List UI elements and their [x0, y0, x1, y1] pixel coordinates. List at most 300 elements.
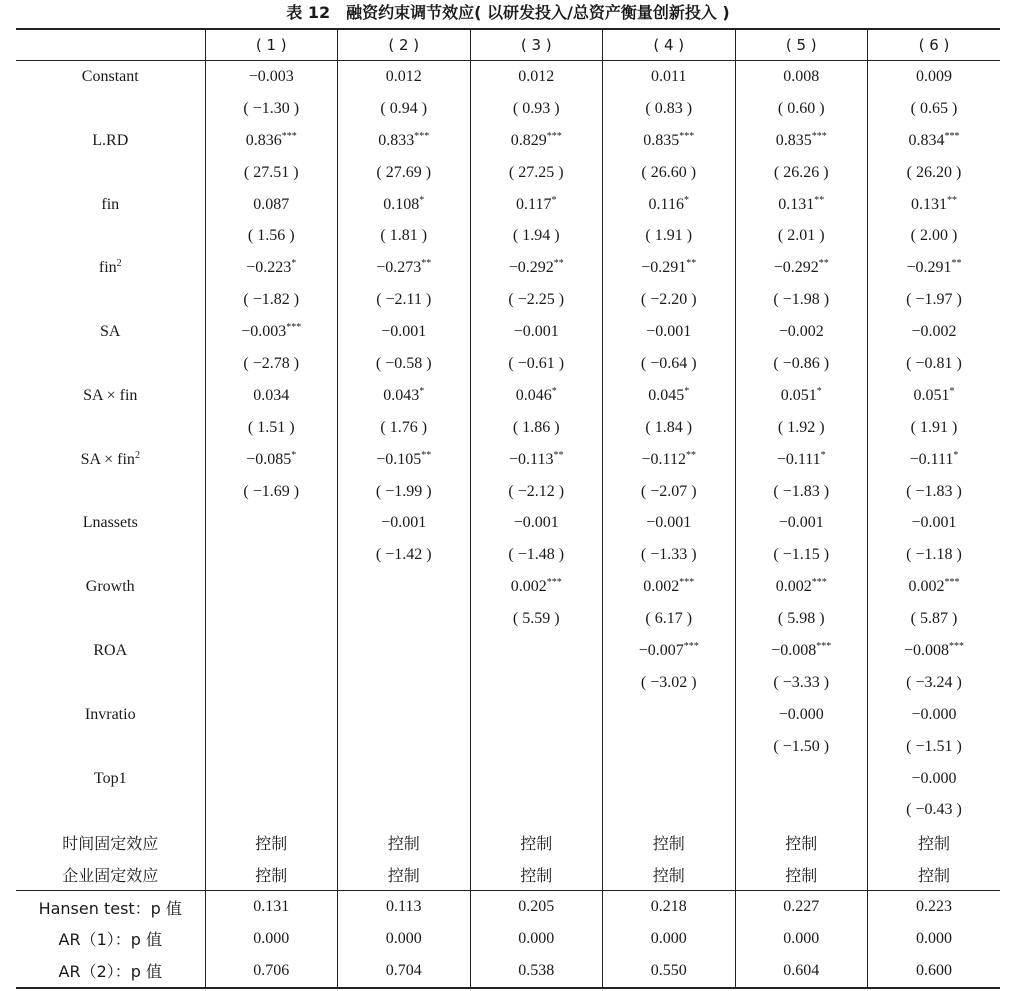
coefficient-cell — [470, 763, 603, 795]
coefficient-row — [16, 635, 1000, 667]
coefficient-cell — [338, 61, 471, 93]
t-statistic-cell: ( −2.12 ) — [470, 476, 603, 508]
t-statistic-cell: ( −0.58 ) — [338, 348, 471, 380]
coefficient-value: 0.836 — [245, 131, 282, 149]
coefficient-value: −0.002 — [778, 323, 824, 341]
empty-label-cell — [16, 412, 205, 444]
coefficient-value: −0.001 — [381, 514, 427, 532]
coefficient-value: −0.292 — [508, 259, 554, 277]
coefficient-cell — [338, 252, 471, 284]
coefficient-value: 0.008 — [783, 67, 820, 85]
coefficient-value: −0.113 — [509, 450, 554, 468]
coefficient-cell — [205, 507, 338, 539]
coefficient-cell — [868, 252, 1001, 284]
coefficient-cell — [603, 316, 736, 348]
coefficient-value: −0.001 — [646, 323, 692, 341]
coefficient-cell — [470, 635, 603, 667]
coefficient-cell — [735, 444, 868, 476]
coefficient-value: −0.085 — [246, 450, 292, 468]
empty-label-cell — [16, 348, 205, 380]
coefficient-cell — [603, 699, 736, 731]
coefficient-value: 0.835 — [775, 131, 812, 149]
variable-label — [16, 444, 205, 476]
significance-stars: *** — [816, 640, 832, 652]
t-statistic-cell — [338, 667, 471, 699]
t-statistic-cell — [338, 603, 471, 635]
empty-label-cell — [16, 794, 205, 826]
coefficient-cell — [470, 316, 603, 348]
test-value-cell: 0.000 — [470, 923, 603, 955]
significance-stars: ** — [818, 258, 829, 270]
variable-name: fin — [98, 259, 117, 277]
t-statistic-cell: ( −1.83 ) — [868, 476, 1001, 508]
t-statistic-cell: ( 1.91 ) — [868, 412, 1001, 444]
test-label: AR（1）：p 值 — [58, 930, 162, 950]
test-value-cell: 0.227 — [735, 891, 868, 923]
t-statistic-row — [16, 284, 1000, 316]
coefficient-value: −0.292 — [773, 259, 819, 277]
fixed-effect-label: 时间固定效应 — [62, 833, 159, 853]
t-statistic-cell: ( −1.82 ) — [205, 284, 338, 316]
fixed-effect-cell: 控制 — [205, 858, 338, 890]
regression-table — [16, 28, 1000, 989]
fixed-effect-cell: 控制 — [735, 858, 868, 890]
variable-label — [16, 635, 205, 667]
coefficient-cell — [470, 571, 603, 603]
coefficient-cell — [603, 763, 736, 795]
header-blank — [16, 29, 205, 61]
coefficient-cell — [735, 571, 868, 603]
t-statistic-cell: ( 26.26 ) — [735, 157, 868, 189]
fixed-effect-cell: 控制 — [868, 858, 1001, 890]
coefficient-cell — [205, 444, 338, 476]
coefficient-cell — [868, 763, 1001, 795]
coefficient-value: 0.012 — [518, 67, 555, 85]
significance-stars: *** — [683, 640, 699, 652]
variable-label — [16, 252, 205, 284]
column-header: ( 1 ) — [205, 29, 338, 61]
t-statistic-cell: ( 27.51 ) — [205, 157, 338, 189]
significance-stars: * — [291, 258, 297, 270]
fixed-effect-cell: 控制 — [868, 826, 1001, 858]
coefficient-cell — [603, 189, 736, 221]
variable-label — [16, 316, 205, 348]
t-statistic-cell — [205, 539, 338, 571]
t-statistic-row — [16, 794, 1000, 826]
coefficient-cell — [205, 380, 338, 412]
variable-label — [16, 125, 205, 157]
significance-stars: *** — [546, 130, 562, 142]
t-statistic-cell — [205, 731, 338, 763]
test-value-cell: 0.550 — [603, 955, 736, 988]
fixed-effect-cell: 控制 — [338, 826, 471, 858]
coefficient-cell — [603, 635, 736, 667]
t-statistic-cell: ( −1.50 ) — [735, 731, 868, 763]
coefficient-cell — [205, 61, 338, 93]
variable-name: fin — [101, 195, 120, 213]
coefficient-value: −0.291 — [906, 259, 952, 277]
coefficient-value: 0.034 — [253, 386, 290, 404]
t-statistic-cell: ( 2.00 ) — [868, 220, 1001, 252]
variable-name: SA — [100, 323, 121, 341]
empty-label-cell — [16, 157, 205, 189]
test-value-cell: 0.000 — [868, 923, 1001, 955]
t-statistic-row — [16, 220, 1000, 252]
coefficient-row — [16, 316, 1000, 348]
significance-stars: * — [684, 385, 690, 397]
t-statistic-cell: ( −3.33 ) — [735, 667, 868, 699]
coefficient-value: 0.046 — [515, 386, 552, 404]
significance-stars: ** — [553, 449, 564, 461]
significance-stars: * — [683, 194, 689, 206]
t-statistic-cell: ( 6.17 ) — [603, 603, 736, 635]
significance-stars: * — [816, 385, 822, 397]
t-statistic-cell: ( −1.33 ) — [603, 539, 736, 571]
t-statistic-cell: ( 27.25 ) — [470, 157, 603, 189]
coefficient-cell — [205, 252, 338, 284]
variable-name: Invratio — [84, 705, 136, 723]
coefficient-cell — [868, 316, 1001, 348]
coefficient-value: 0.012 — [385, 67, 422, 85]
variable-name: SA × fin — [83, 386, 138, 404]
t-statistic-cell: ( 1.86 ) — [470, 412, 603, 444]
coefficient-row — [16, 571, 1000, 603]
t-statistic-cell — [470, 731, 603, 763]
coefficient-value: −0.223 — [246, 259, 292, 277]
coefficient-cell — [603, 252, 736, 284]
t-statistic-cell — [338, 731, 471, 763]
coefficient-row — [16, 189, 1000, 221]
test-value-cell: 0.223 — [868, 891, 1001, 923]
coefficient-cell — [735, 125, 868, 157]
t-statistic-cell: ( −2.25 ) — [470, 284, 603, 316]
coefficient-cell — [603, 507, 736, 539]
coefficient-value: −0.007 — [638, 641, 684, 659]
coefficient-cell — [338, 699, 471, 731]
significance-stars: ** — [951, 258, 962, 270]
table-number: 表 12 — [286, 3, 331, 22]
coefficient-cell — [735, 763, 868, 795]
coefficient-cell — [470, 699, 603, 731]
t-statistic-row — [16, 412, 1000, 444]
coefficient-value: −0.291 — [641, 259, 687, 277]
coefficient-cell — [470, 444, 603, 476]
variable-label — [16, 189, 205, 221]
coefficient-value: −0.000 — [778, 705, 824, 723]
coefficient-cell — [470, 507, 603, 539]
t-statistic-cell: ( 0.60 ) — [735, 93, 868, 125]
coefficient-value: 0.087 — [253, 195, 290, 213]
fixed-effect-label: 企业固定效应 — [62, 865, 159, 885]
test-value-cell: 0.000 — [603, 923, 736, 955]
t-statistic-row — [16, 731, 1000, 763]
t-statistic-cell: ( −1.99 ) — [338, 476, 471, 508]
coefficient-value: −0.000 — [911, 769, 957, 787]
t-statistic-cell: ( 26.20 ) — [868, 157, 1001, 189]
empty-label-cell — [16, 93, 205, 125]
significance-stars: * — [953, 449, 959, 461]
t-statistic-cell: ( 0.94 ) — [338, 93, 471, 125]
t-statistic-row — [16, 539, 1000, 571]
t-statistic-cell: ( 0.93 ) — [470, 93, 603, 125]
coefficient-cell — [205, 189, 338, 221]
significance-stars: *** — [286, 322, 302, 334]
coefficient-cell — [205, 699, 338, 731]
variable-name: Constant — [81, 67, 139, 85]
coefficient-cell — [338, 125, 471, 157]
coefficient-cell — [205, 125, 338, 157]
t-statistic-cell: ( −2.78 ) — [205, 348, 338, 380]
significance-stars: *** — [546, 577, 562, 589]
significance-stars: *** — [679, 577, 695, 589]
significance-stars: ** — [421, 449, 432, 461]
coefficient-value: 0.833 — [378, 131, 415, 149]
significance-stars: * — [949, 385, 955, 397]
variable-label — [16, 571, 205, 603]
coefficient-value: 0.011 — [651, 67, 687, 85]
empty-label-cell — [16, 731, 205, 763]
coefficient-cell — [470, 125, 603, 157]
test-row — [16, 891, 1000, 923]
t-statistic-cell: ( 1.84 ) — [603, 412, 736, 444]
coefficient-cell — [338, 571, 471, 603]
test-value-cell: 0.000 — [205, 923, 338, 955]
test-label: AR（2）：p 值 — [16, 955, 205, 988]
significance-stars: *** — [811, 577, 827, 589]
coefficient-value: 0.051 — [913, 386, 950, 404]
significance-stars: * — [291, 449, 297, 461]
variable-label — [16, 699, 205, 731]
t-statistic-cell: ( 5.98 ) — [735, 603, 868, 635]
coefficient-value: −0.008 — [771, 641, 817, 659]
coefficient-cell — [338, 635, 471, 667]
coefficient-cell — [735, 61, 868, 93]
coefficient-cell — [470, 189, 603, 221]
significance-stars: *** — [811, 130, 827, 142]
coefficient-value: 0.829 — [510, 131, 547, 149]
coefficient-cell — [205, 571, 338, 603]
fixed-effect-cell: 控制 — [603, 858, 736, 890]
column-header: ( 4 ) — [603, 29, 736, 61]
coefficient-cell — [868, 507, 1001, 539]
test-label: Hansen test：p 值 — [16, 891, 205, 923]
fixed-effect-cell: 控制 — [470, 826, 603, 858]
significance-stars: * — [551, 385, 557, 397]
t-statistic-cell: ( −0.81 ) — [868, 348, 1001, 380]
t-statistic-cell — [735, 794, 868, 826]
t-statistic-cell: ( 0.83 ) — [603, 93, 736, 125]
t-statistic-cell — [603, 731, 736, 763]
t-statistic-cell: ( −1.15 ) — [735, 539, 868, 571]
t-statistic-cell: ( 1.51 ) — [205, 412, 338, 444]
coefficient-value: −0.001 — [646, 514, 692, 532]
variable-superscript: 2 — [134, 449, 140, 461]
t-statistic-cell: ( −1.30 ) — [205, 93, 338, 125]
empty-label-cell — [16, 476, 205, 508]
test-value-cell: 0.205 — [470, 891, 603, 923]
coefficient-value: −0.111 — [909, 450, 954, 468]
test-value-cell: 0.604 — [735, 955, 868, 988]
t-statistic-cell: ( −1.83 ) — [735, 476, 868, 508]
significance-stars: ** — [947, 194, 957, 206]
coefficient-value: 0.043 — [383, 386, 420, 404]
coefficient-value: −0.273 — [376, 259, 422, 277]
coefficient-cell — [868, 189, 1001, 221]
coefficient-value: −0.111 — [776, 450, 821, 468]
test-value-cell: 0.000 — [735, 923, 868, 955]
t-statistic-cell: ( −1.48 ) — [470, 539, 603, 571]
coefficient-cell — [603, 444, 736, 476]
fixed-effect-cell: 控制 — [338, 858, 471, 890]
t-statistic-cell — [338, 794, 471, 826]
t-statistic-cell: ( −1.42 ) — [338, 539, 471, 571]
coefficient-value: 0.051 — [780, 386, 817, 404]
coefficient-value: −0.001 — [778, 514, 824, 532]
coefficient-cell — [735, 507, 868, 539]
coefficient-value: −0.112 — [641, 450, 686, 468]
t-statistic-row — [16, 157, 1000, 189]
coefficient-cell — [868, 444, 1001, 476]
empty-label-cell — [16, 284, 205, 316]
coefficient-cell — [338, 507, 471, 539]
t-statistic-cell: ( −0.61 ) — [470, 348, 603, 380]
significance-stars: * — [419, 194, 425, 206]
significance-stars: ** — [553, 258, 564, 270]
variable-label — [16, 380, 205, 412]
coefficient-cell — [338, 189, 471, 221]
coefficient-cell — [868, 571, 1001, 603]
coefficient-value: 0.108 — [383, 195, 420, 213]
t-statistic-cell: ( −3.24 ) — [868, 667, 1001, 699]
variable-name: Lnassets — [82, 514, 138, 532]
coefficient-value: 0.002 — [775, 578, 812, 596]
t-statistic-cell: ( −1.69 ) — [205, 476, 338, 508]
t-statistic-cell: ( −0.86 ) — [735, 348, 868, 380]
coefficient-cell — [205, 763, 338, 795]
t-statistic-cell: ( −3.02 ) — [603, 667, 736, 699]
coefficient-value: −0.001 — [381, 323, 427, 341]
significance-stars: *** — [414, 130, 430, 142]
coefficient-cell — [868, 380, 1001, 412]
significance-stars: * — [820, 449, 826, 461]
t-statistic-cell — [205, 794, 338, 826]
significance-stars: *** — [281, 130, 297, 142]
coefficient-cell — [338, 763, 471, 795]
empty-label-cell — [16, 667, 205, 699]
table-body — [16, 61, 1000, 988]
fixed-effect-row — [16, 858, 1000, 890]
t-statistic-cell: ( −0.43 ) — [868, 794, 1001, 826]
coefficient-cell — [868, 61, 1001, 93]
significance-stars: * — [551, 194, 557, 206]
t-statistic-cell: ( 1.81 ) — [338, 220, 471, 252]
test-row — [16, 955, 1000, 988]
coefficient-cell — [735, 380, 868, 412]
variable-label — [16, 507, 205, 539]
coefficient-cell — [735, 252, 868, 284]
coefficient-cell — [603, 571, 736, 603]
t-statistic-cell — [470, 794, 603, 826]
test-value-cell: 0.704 — [338, 955, 471, 988]
t-statistic-cell: ( −1.98 ) — [735, 284, 868, 316]
test-value-cell: 0.538 — [470, 955, 603, 988]
coefficient-cell — [338, 380, 471, 412]
column-header: ( 3 ) — [470, 29, 603, 61]
variable-label — [16, 763, 205, 795]
t-statistic-cell: ( 2.01 ) — [735, 220, 868, 252]
coefficient-value: 0.009 — [916, 67, 952, 85]
fixed-effect-cell: 控制 — [603, 826, 736, 858]
coefficient-value: 0.116 — [648, 195, 684, 213]
coefficient-cell — [205, 635, 338, 667]
coefficient-value: −0.002 — [911, 323, 957, 341]
coefficient-value: −0.003 — [248, 67, 294, 85]
coefficient-row — [16, 444, 1000, 476]
coefficient-cell — [868, 125, 1001, 157]
coefficient-value: 0.002 — [510, 578, 547, 596]
column-header: ( 6 ) — [868, 29, 1001, 61]
coefficient-cell — [868, 699, 1001, 731]
t-statistic-row — [16, 476, 1000, 508]
empty-label-cell — [16, 220, 205, 252]
coefficient-value: 0.117 — [516, 195, 552, 213]
test-value-cell: 0.706 — [205, 955, 338, 988]
coefficient-cell — [735, 316, 868, 348]
coefficient-value: −0.000 — [911, 705, 957, 723]
coefficient-value: 0.834 — [908, 131, 945, 149]
variable-name: SA × fin — [80, 450, 135, 468]
coefficient-cell — [603, 125, 736, 157]
coefficient-value: −0.003 — [241, 323, 287, 341]
significance-stars: * — [419, 385, 425, 397]
coefficient-cell — [735, 699, 868, 731]
t-statistic-cell — [205, 603, 338, 635]
t-statistic-row — [16, 93, 1000, 125]
t-statistic-cell: ( −0.64 ) — [603, 348, 736, 380]
t-statistic-cell: ( −1.51 ) — [868, 731, 1001, 763]
t-statistic-row — [16, 603, 1000, 635]
coefficient-value: −0.001 — [911, 514, 957, 532]
coefficient-cell — [603, 61, 736, 93]
test-value-cell: 0.600 — [868, 955, 1001, 988]
coefficient-cell — [735, 189, 868, 221]
coefficient-value: −0.001 — [513, 323, 559, 341]
t-statistic-cell: ( 1.76 ) — [338, 412, 471, 444]
t-statistic-cell: ( 5.59 ) — [470, 603, 603, 635]
test-value-cell: 0.218 — [603, 891, 736, 923]
column-header: ( 2 ) — [338, 29, 471, 61]
table-title: 融资约束调节效应( 以研发投入/总资产衡量创新投入 ) — [346, 3, 730, 22]
coefficient-value: −0.008 — [903, 641, 950, 659]
t-statistic-cell: ( −1.97 ) — [868, 284, 1001, 316]
significance-stars: ** — [685, 449, 696, 461]
test-value-cell: 0.113 — [338, 891, 471, 923]
fixed-effect-cell: 控制 — [470, 858, 603, 890]
significance-stars: ** — [814, 194, 825, 206]
t-statistic-cell — [205, 667, 338, 699]
fixed-effect-cell: 控制 — [205, 826, 338, 858]
significance-stars: *** — [679, 130, 695, 142]
t-statistic-cell — [470, 667, 603, 699]
test-row — [16, 923, 1000, 955]
variable-label — [16, 61, 205, 93]
significance-stars: ** — [421, 258, 432, 270]
coefficient-cell — [470, 61, 603, 93]
coefficient-value: 0.835 — [643, 131, 680, 149]
test-value-cell: 0.131 — [205, 891, 338, 923]
coefficient-cell — [470, 252, 603, 284]
significance-stars: *** — [944, 130, 960, 142]
